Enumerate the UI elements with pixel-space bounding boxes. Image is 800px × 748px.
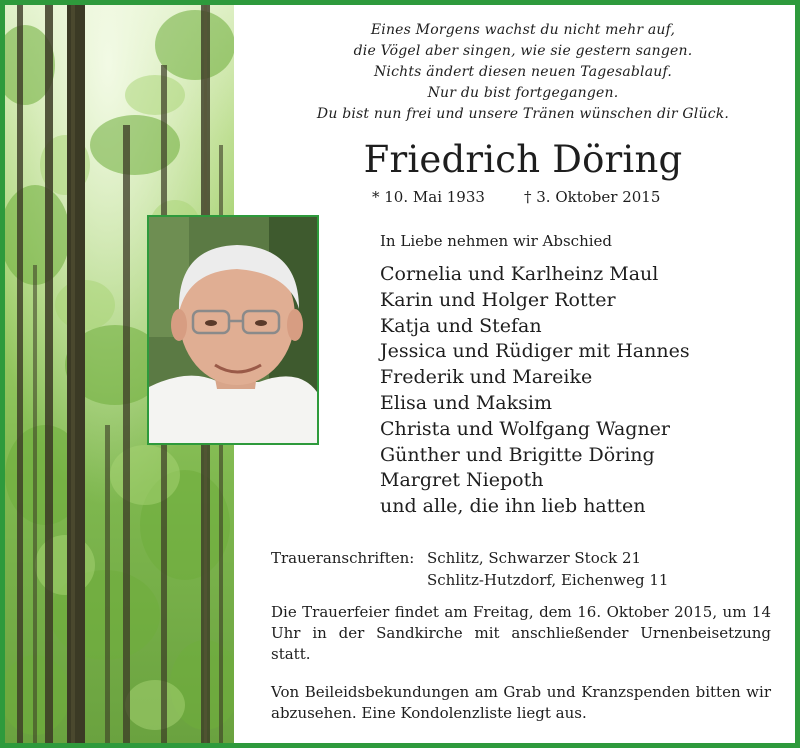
poem-line: Du bist nun frei und unsere Tränen wünschen dir Glück.	[316, 106, 730, 122]
condolence-note: Von Beileidsbekundungen am Grab und Kranzspenden bitten wir abzusehen. Eine Kondolenzliste liegt aus.	[271, 683, 771, 722]
poem-line: Eines Morgens wachst du nicht mehr auf,	[370, 22, 676, 38]
mourner: Cornelia und Karlheinz Maul	[380, 263, 659, 285]
poem-line: Nichts ändert diesen neuen Tagesablauf.	[373, 64, 673, 80]
deceased-name: Friedrich Döring	[363, 138, 683, 181]
farewell-intro: In Liebe nehmen wir Abschied	[380, 232, 613, 250]
mourners-list	[380, 262, 690, 520]
mourner: und alle, die ihn lieb hatten	[380, 495, 646, 518]
mourner: Jessica und Rüdiger mit Hannes	[380, 340, 690, 363]
mourner: Margret Niepoth	[380, 469, 544, 492]
mourner: Günther und Brigitte Döring	[380, 443, 655, 466]
address-line: Schlitz, Schwarzer Stock 21	[427, 549, 642, 567]
address-line: Schlitz-Hutzdorf, Eichenweg 11	[427, 571, 669, 589]
mourner: Katja und Stefan	[380, 314, 542, 337]
mourner: Frederik und Mareike	[380, 366, 593, 389]
birth-date: * 10. Mai 1933	[372, 188, 485, 206]
poem-line: die Vögel aber singen, wie sie gestern sangen.	[353, 43, 693, 59]
mourner: Christa und Wolfgang Wagner	[380, 417, 671, 440]
poem-line: Nur du bist fortgegangen.	[427, 85, 619, 101]
address-label: Traueranschriften:	[271, 549, 415, 567]
mourner: Elisa und Maksim	[380, 391, 552, 414]
death-date: † 3. Oktober 2015	[524, 188, 661, 206]
portrait-photo	[147, 215, 319, 445]
mourner: Karin und Holger Rotter	[380, 288, 616, 311]
poem	[290, 20, 756, 125]
funeral-info: Die Trauerfeier findet am Freitag, dem 16. Oktober 2015, um 14 Uhr in der Sandkirche mit anschließender Urnenbeisetzung statt.	[271, 603, 771, 663]
